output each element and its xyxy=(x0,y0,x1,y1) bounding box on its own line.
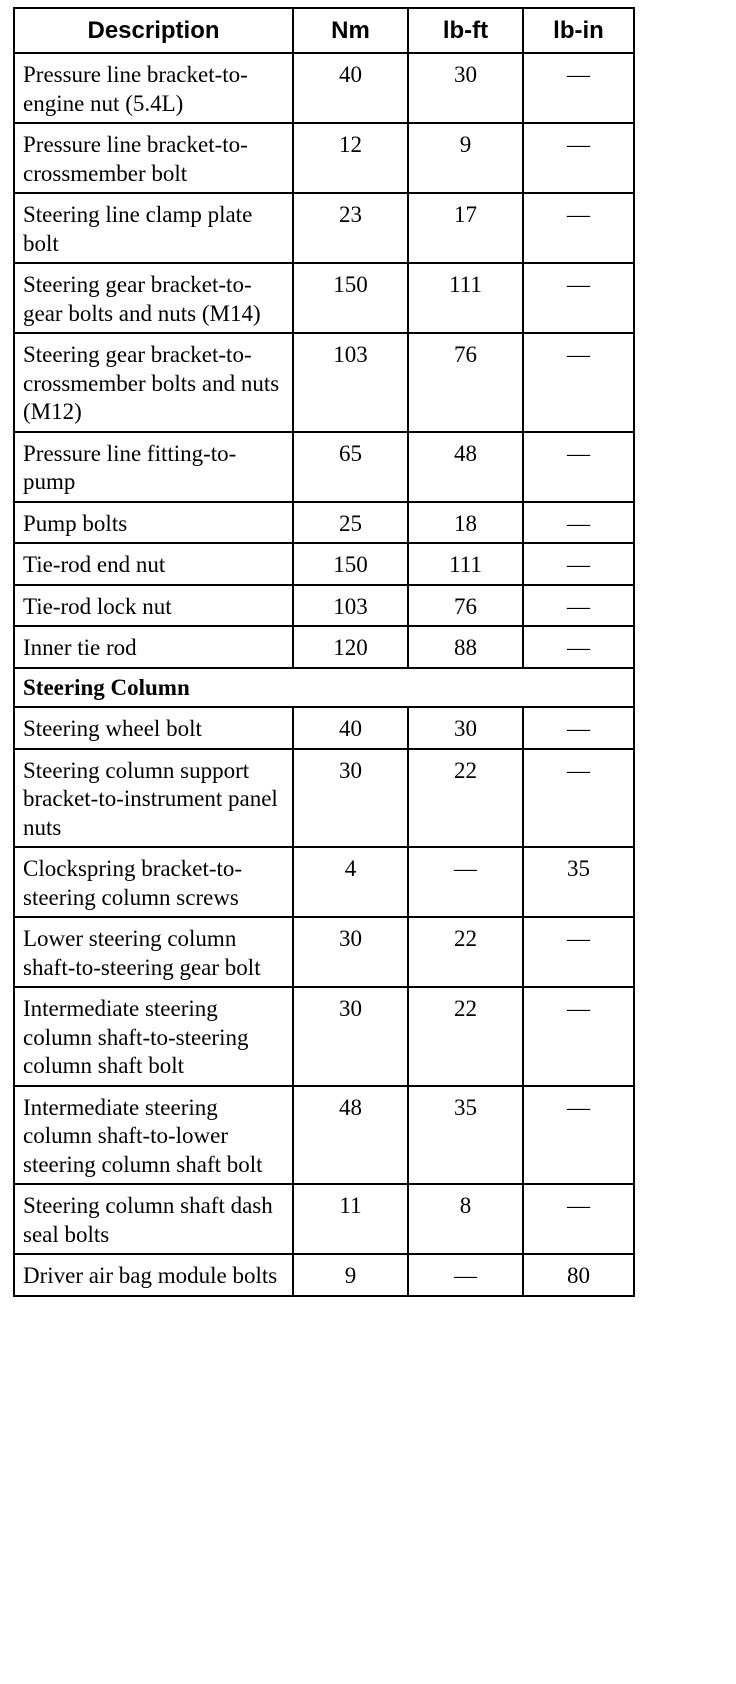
row-lbin: — xyxy=(523,193,634,263)
row-description: Driver air bag module bolts xyxy=(14,1254,293,1296)
row-description: Tie-rod end nut xyxy=(14,543,293,585)
row-description: Intermediate steering column shaft-to-steering column shaft bolt xyxy=(14,987,293,1086)
table-row xyxy=(14,847,634,917)
header-description: Description xyxy=(14,8,293,53)
row-description: Steering line clamp plate bolt xyxy=(14,193,293,263)
row-description: Steering gear bracket-to-gear bolts and nuts (M14) xyxy=(14,263,293,333)
header-nm: Nm xyxy=(293,8,408,53)
row-nm: 9 xyxy=(293,1254,408,1296)
table-row xyxy=(14,432,634,502)
row-description: Tie-rod lock nut xyxy=(14,585,293,627)
row-lbft: 76 xyxy=(408,333,523,432)
row-lbft: — xyxy=(408,847,523,917)
table-row xyxy=(14,749,634,848)
row-description: Lower steering column shaft-to-steering gear bolt xyxy=(14,917,293,987)
row-lbin: — xyxy=(523,432,634,502)
table-row xyxy=(14,707,634,749)
row-nm: 40 xyxy=(293,707,408,749)
row-lbft: 17 xyxy=(408,193,523,263)
row-nm: 65 xyxy=(293,432,408,502)
table-row xyxy=(14,193,634,263)
row-lbin: — xyxy=(523,543,634,585)
table-row xyxy=(14,626,634,668)
row-nm: 4 xyxy=(293,847,408,917)
table-row xyxy=(14,1086,634,1185)
row-description: Steering wheel bolt xyxy=(14,707,293,749)
row-description: Steering column shaft dash seal bolts xyxy=(14,1184,293,1254)
row-lbft: 8 xyxy=(408,1184,523,1254)
row-lbin: 80 xyxy=(523,1254,634,1296)
torque-spec-table xyxy=(13,7,635,1297)
row-description: Pressure line bracket-to-crossmember bolt xyxy=(14,123,293,193)
table-row xyxy=(14,543,634,585)
table-row xyxy=(14,987,634,1086)
table-row xyxy=(14,263,634,333)
header-lbft: lb-ft xyxy=(408,8,523,53)
row-lbft: 9 xyxy=(408,123,523,193)
row-description: Pump bolts xyxy=(14,502,293,544)
row-lbft: 30 xyxy=(408,707,523,749)
row-description: Steering gear bracket-to-crossmember bolts and nuts (M12) xyxy=(14,333,293,432)
row-nm: 23 xyxy=(293,193,408,263)
row-lbin: — xyxy=(523,1184,634,1254)
table-row xyxy=(14,917,634,987)
row-lbft: 22 xyxy=(408,987,523,1086)
table-row xyxy=(14,123,634,193)
row-description: Steering column support bracket-to-instrument panel nuts xyxy=(14,749,293,848)
row-description: Clockspring bracket-to-steering column screws xyxy=(14,847,293,917)
row-nm: 150 xyxy=(293,543,408,585)
row-lbin: — xyxy=(523,626,634,668)
section-title: Steering Column xyxy=(14,668,634,708)
row-lbin: — xyxy=(523,123,634,193)
table-row xyxy=(14,1254,634,1296)
row-lbin: — xyxy=(523,53,634,123)
table-row xyxy=(14,53,634,123)
row-lbft: 48 xyxy=(408,432,523,502)
row-lbft: 76 xyxy=(408,585,523,627)
row-lbin: — xyxy=(523,707,634,749)
row-lbin: — xyxy=(523,917,634,987)
table-row xyxy=(14,502,634,544)
row-lbft: — xyxy=(408,1254,523,1296)
row-lbin: — xyxy=(523,333,634,432)
row-lbft: 111 xyxy=(408,543,523,585)
header-lbin: lb-in xyxy=(523,8,634,53)
row-lbft: 22 xyxy=(408,749,523,848)
row-nm: 11 xyxy=(293,1184,408,1254)
row-nm: 40 xyxy=(293,53,408,123)
row-lbin: — xyxy=(523,1086,634,1185)
section-header-row xyxy=(14,668,634,708)
row-description: Pressure line bracket-to-engine nut (5.4L) xyxy=(14,53,293,123)
table-row xyxy=(14,585,634,627)
row-lbin: — xyxy=(523,502,634,544)
table-row xyxy=(14,1184,634,1254)
row-lbin: — xyxy=(523,263,634,333)
row-description: Inner tie rod xyxy=(14,626,293,668)
row-lbft: 30 xyxy=(408,53,523,123)
row-lbin: — xyxy=(523,585,634,627)
row-nm: 48 xyxy=(293,1086,408,1185)
row-nm: 103 xyxy=(293,333,408,432)
row-lbft: 111 xyxy=(408,263,523,333)
row-lbft: 18 xyxy=(408,502,523,544)
row-lbft: 22 xyxy=(408,917,523,987)
row-lbin: — xyxy=(523,749,634,848)
table-row xyxy=(14,333,634,432)
row-lbft: 35 xyxy=(408,1086,523,1185)
row-nm: 30 xyxy=(293,987,408,1086)
row-nm: 12 xyxy=(293,123,408,193)
row-nm: 103 xyxy=(293,585,408,627)
header-row xyxy=(14,8,634,53)
row-description: Intermediate steering column shaft-to-lower steering column shaft bolt xyxy=(14,1086,293,1185)
row-description: Pressure line fitting-to-pump xyxy=(14,432,293,502)
row-lbft: 88 xyxy=(408,626,523,668)
row-nm: 25 xyxy=(293,502,408,544)
row-lbin: — xyxy=(523,987,634,1086)
row-nm: 150 xyxy=(293,263,408,333)
row-nm: 120 xyxy=(293,626,408,668)
row-nm: 30 xyxy=(293,917,408,987)
row-lbin: 35 xyxy=(523,847,634,917)
row-nm: 30 xyxy=(293,749,408,848)
